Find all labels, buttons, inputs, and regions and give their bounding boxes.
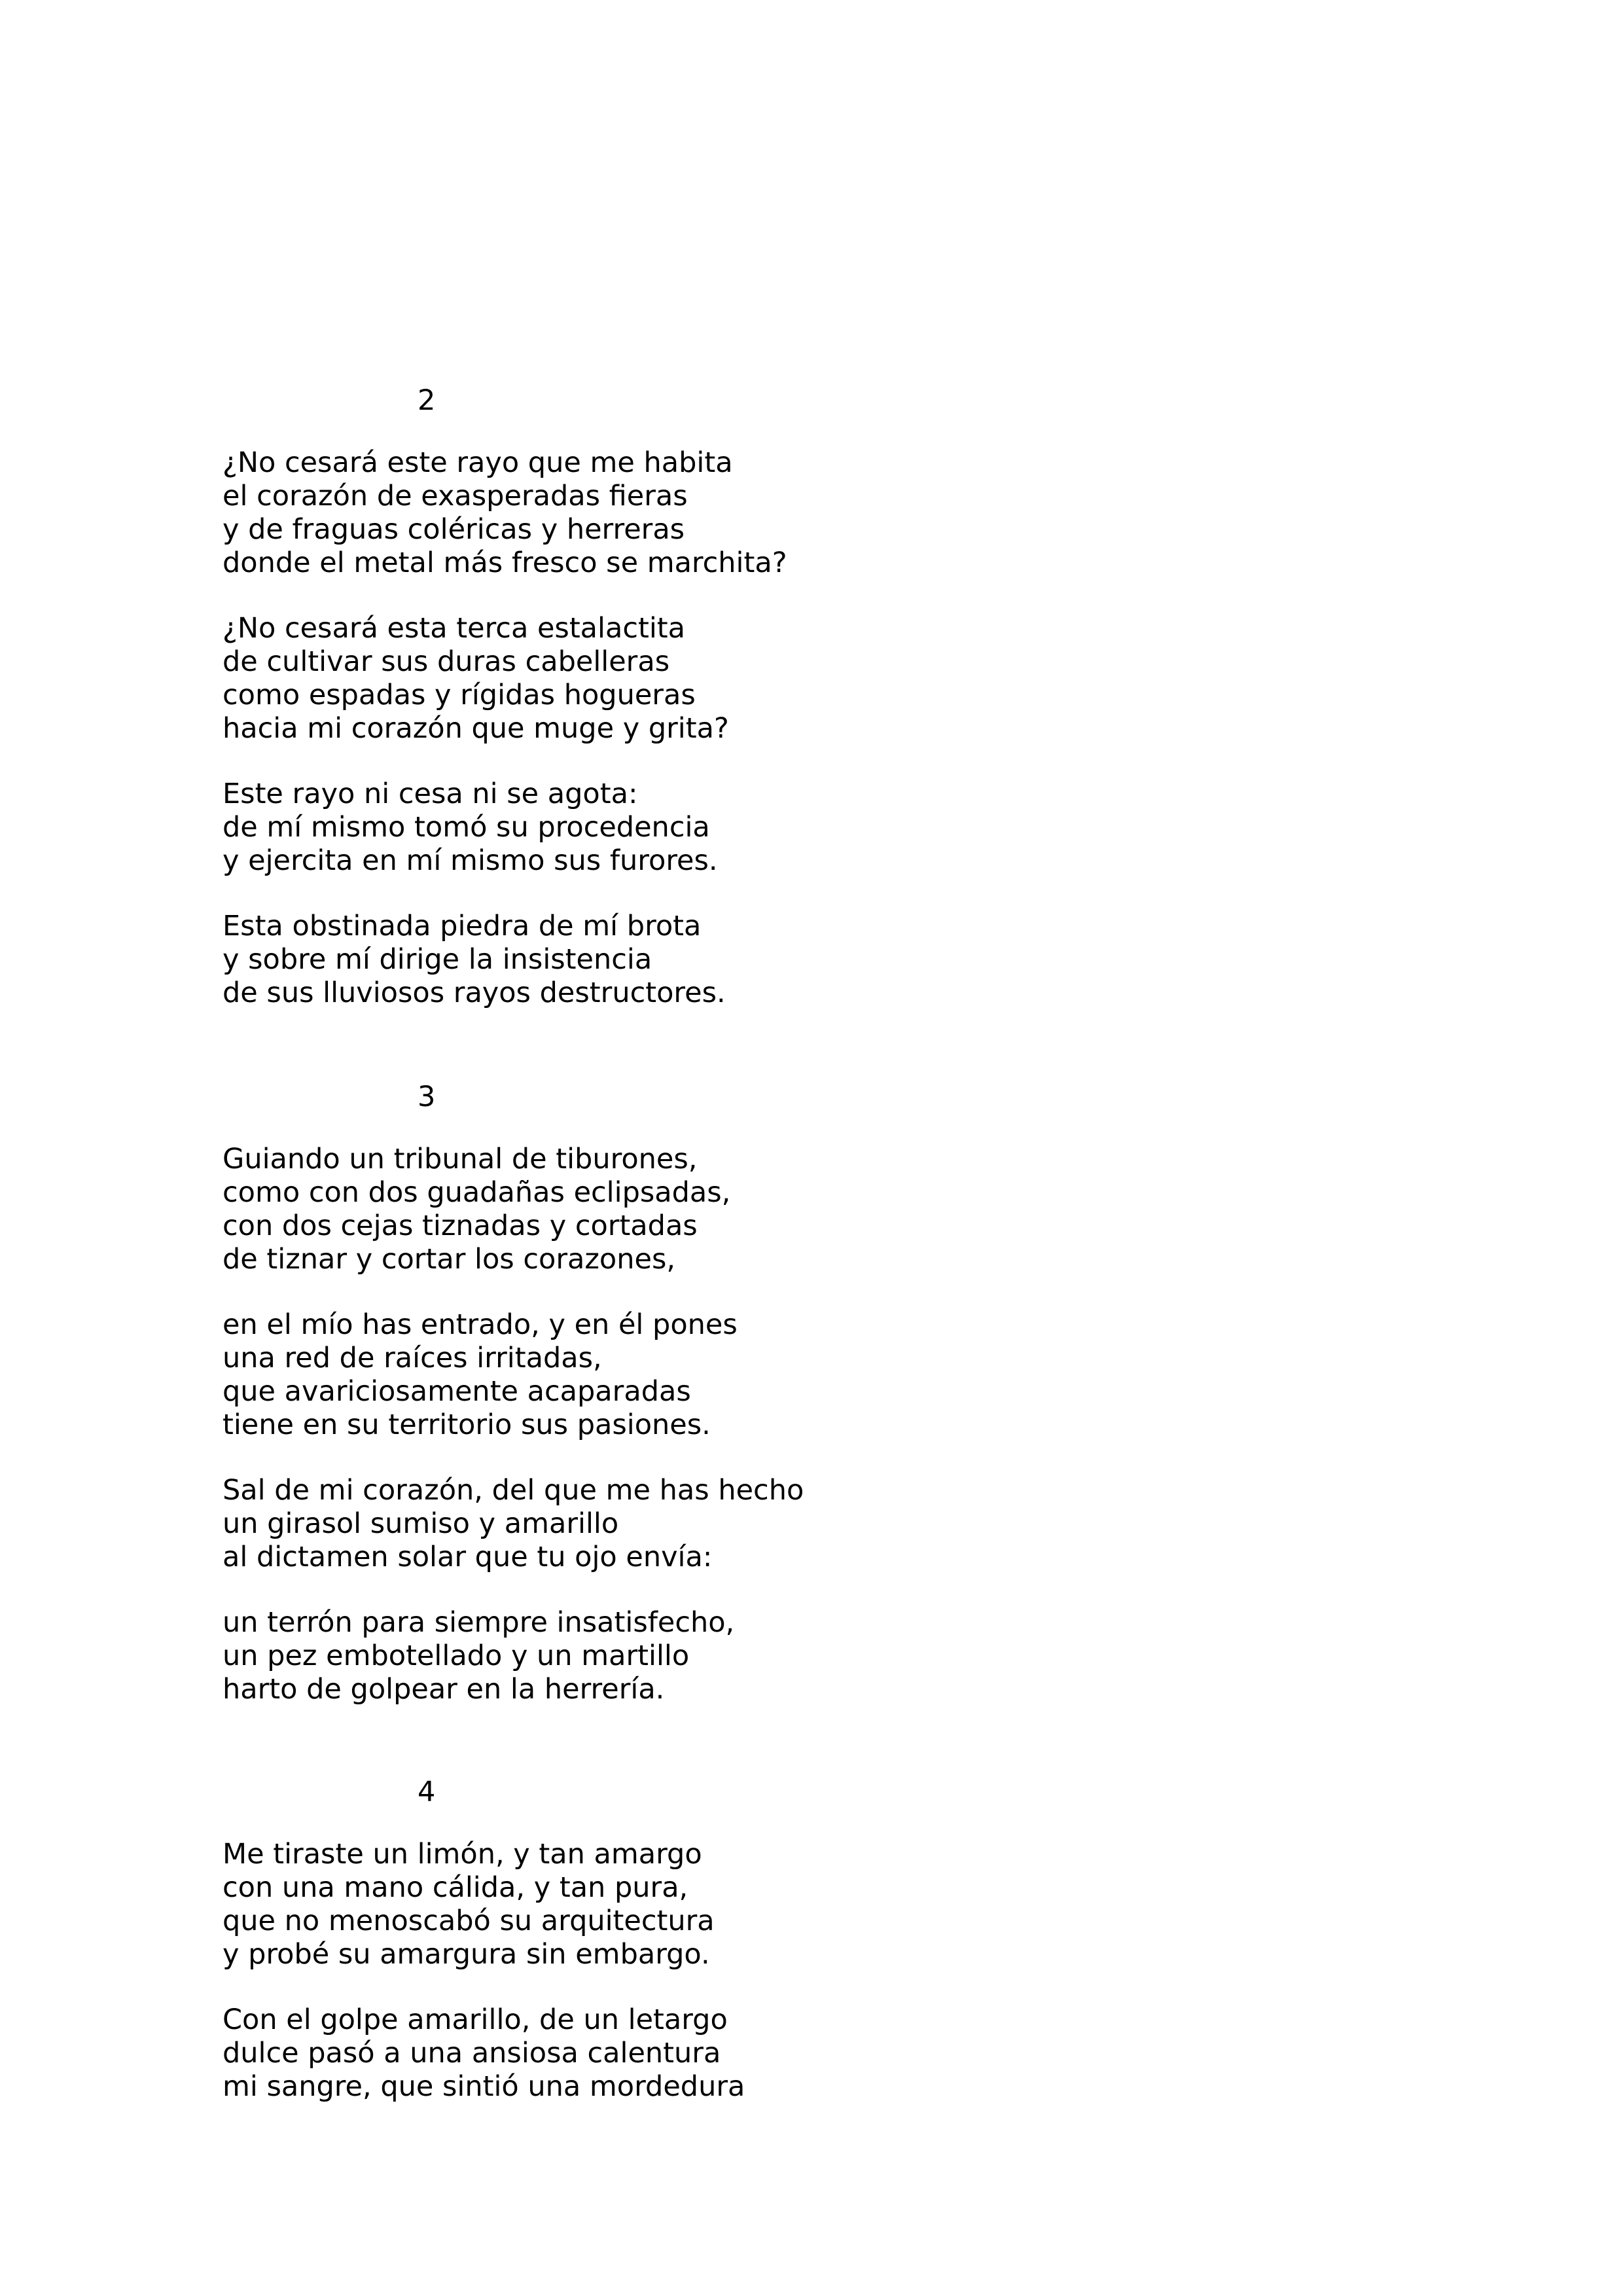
verse-line: un pez embotellado y un martillo <box>223 1640 690 1672</box>
verse-line: como con dos guadañas eclipsadas, <box>223 1176 731 1209</box>
verse-line: Esta obstinada piedra de mí brota <box>223 910 702 942</box>
stanza-list <box>223 446 1466 1010</box>
stanza <box>223 778 1466 878</box>
verse-line: y de fraguas coléricas y herreras <box>223 513 685 546</box>
verse-line: de sus lluviosos rayos destructores. <box>223 977 726 1009</box>
section-number: 2 <box>418 384 436 417</box>
verse-line: Con el golpe amarillo, de un letargo <box>223 2003 728 2036</box>
stanza <box>223 612 1466 745</box>
verse-line: harto de golpear en la herrería. <box>223 1673 665 1706</box>
verse-line: Sal de mi corazón, del que me has hecho <box>223 1474 804 1507</box>
verse-line: en el mío has entrado, y en él pones <box>223 1308 738 1341</box>
stanza-list <box>223 1838 1466 2104</box>
verse-line: y sobre mí dirige la insistencia <box>223 943 652 976</box>
verse-line: ¿No cesará este rayo que me habita <box>223 446 733 479</box>
stanza <box>223 2003 1466 2104</box>
verse-line: que avariciosamente acaparadas <box>223 1375 691 1408</box>
verse-line: al dictamen solar que tu ojo envía: <box>223 1541 713 1573</box>
verse-line: dulce pasó a una ansiosa calentura <box>223 2037 721 2070</box>
stanza <box>223 1838 1466 1971</box>
verse-line: Me tiraste un limón, y tan amargo <box>223 1838 702 1871</box>
poem-section-2 <box>223 384 1466 1042</box>
verse-line: de tiznar y cortar los corazones, <box>223 1243 676 1276</box>
poem-section-4 <box>223 1775 1466 2136</box>
verse-line: mi sangre, que sintió una mordedura <box>223 2070 745 2103</box>
verse-line: hacia mi corazón que muge y grita? <box>223 712 729 745</box>
verse-line: tiene en su territorio sus pasiones. <box>223 1408 711 1441</box>
stanza <box>223 910 1466 1010</box>
section-number: 4 <box>418 1776 436 1808</box>
verse-line: que no menoscabó su arquitectura <box>223 1905 715 1937</box>
stanza <box>223 1308 1466 1442</box>
verse-line: donde el metal más fresco se marchita? <box>223 547 787 579</box>
stanza <box>223 1474 1466 1574</box>
stanza-list <box>223 1143 1466 1706</box>
verse-line: como espadas y rígidas hogueras <box>223 679 696 711</box>
verse-line: de mí mismo tomó su procedencia <box>223 811 710 844</box>
section-number: 3 <box>418 1081 436 1113</box>
verse-line: y ejercita en mí mismo sus furores. <box>223 844 718 877</box>
verse-line: Guiando un tribunal de tiburones, <box>223 1143 698 1175</box>
verse-line: un terrón para siempre insatisfecho, <box>223 1606 735 1639</box>
verse-line: con una mano cálida, y tan pura, <box>223 1871 688 1904</box>
verse-line: y probé su amargura sin embargo. <box>223 1938 710 1971</box>
verse-line: con dos cejas tiznadas y cortadas <box>223 1210 698 1242</box>
verse-line: un girasol sumiso y amarillo <box>223 1507 619 1540</box>
verse-line: de cultivar sus duras cabelleras <box>223 645 670 678</box>
stanza <box>223 1606 1466 1706</box>
poem-section-3 <box>223 1080 1466 1738</box>
verse-line: ¿No cesará esta terca estalactita <box>223 612 685 645</box>
verse-line: Este rayo ni cesa ni se agota: <box>223 778 638 810</box>
stanza <box>223 446 1466 580</box>
verse-line: una red de raíces irritadas, <box>223 1342 602 1374</box>
stanza <box>223 1143 1466 1276</box>
verse-line: el corazón de exasperadas fieras <box>223 480 688 512</box>
